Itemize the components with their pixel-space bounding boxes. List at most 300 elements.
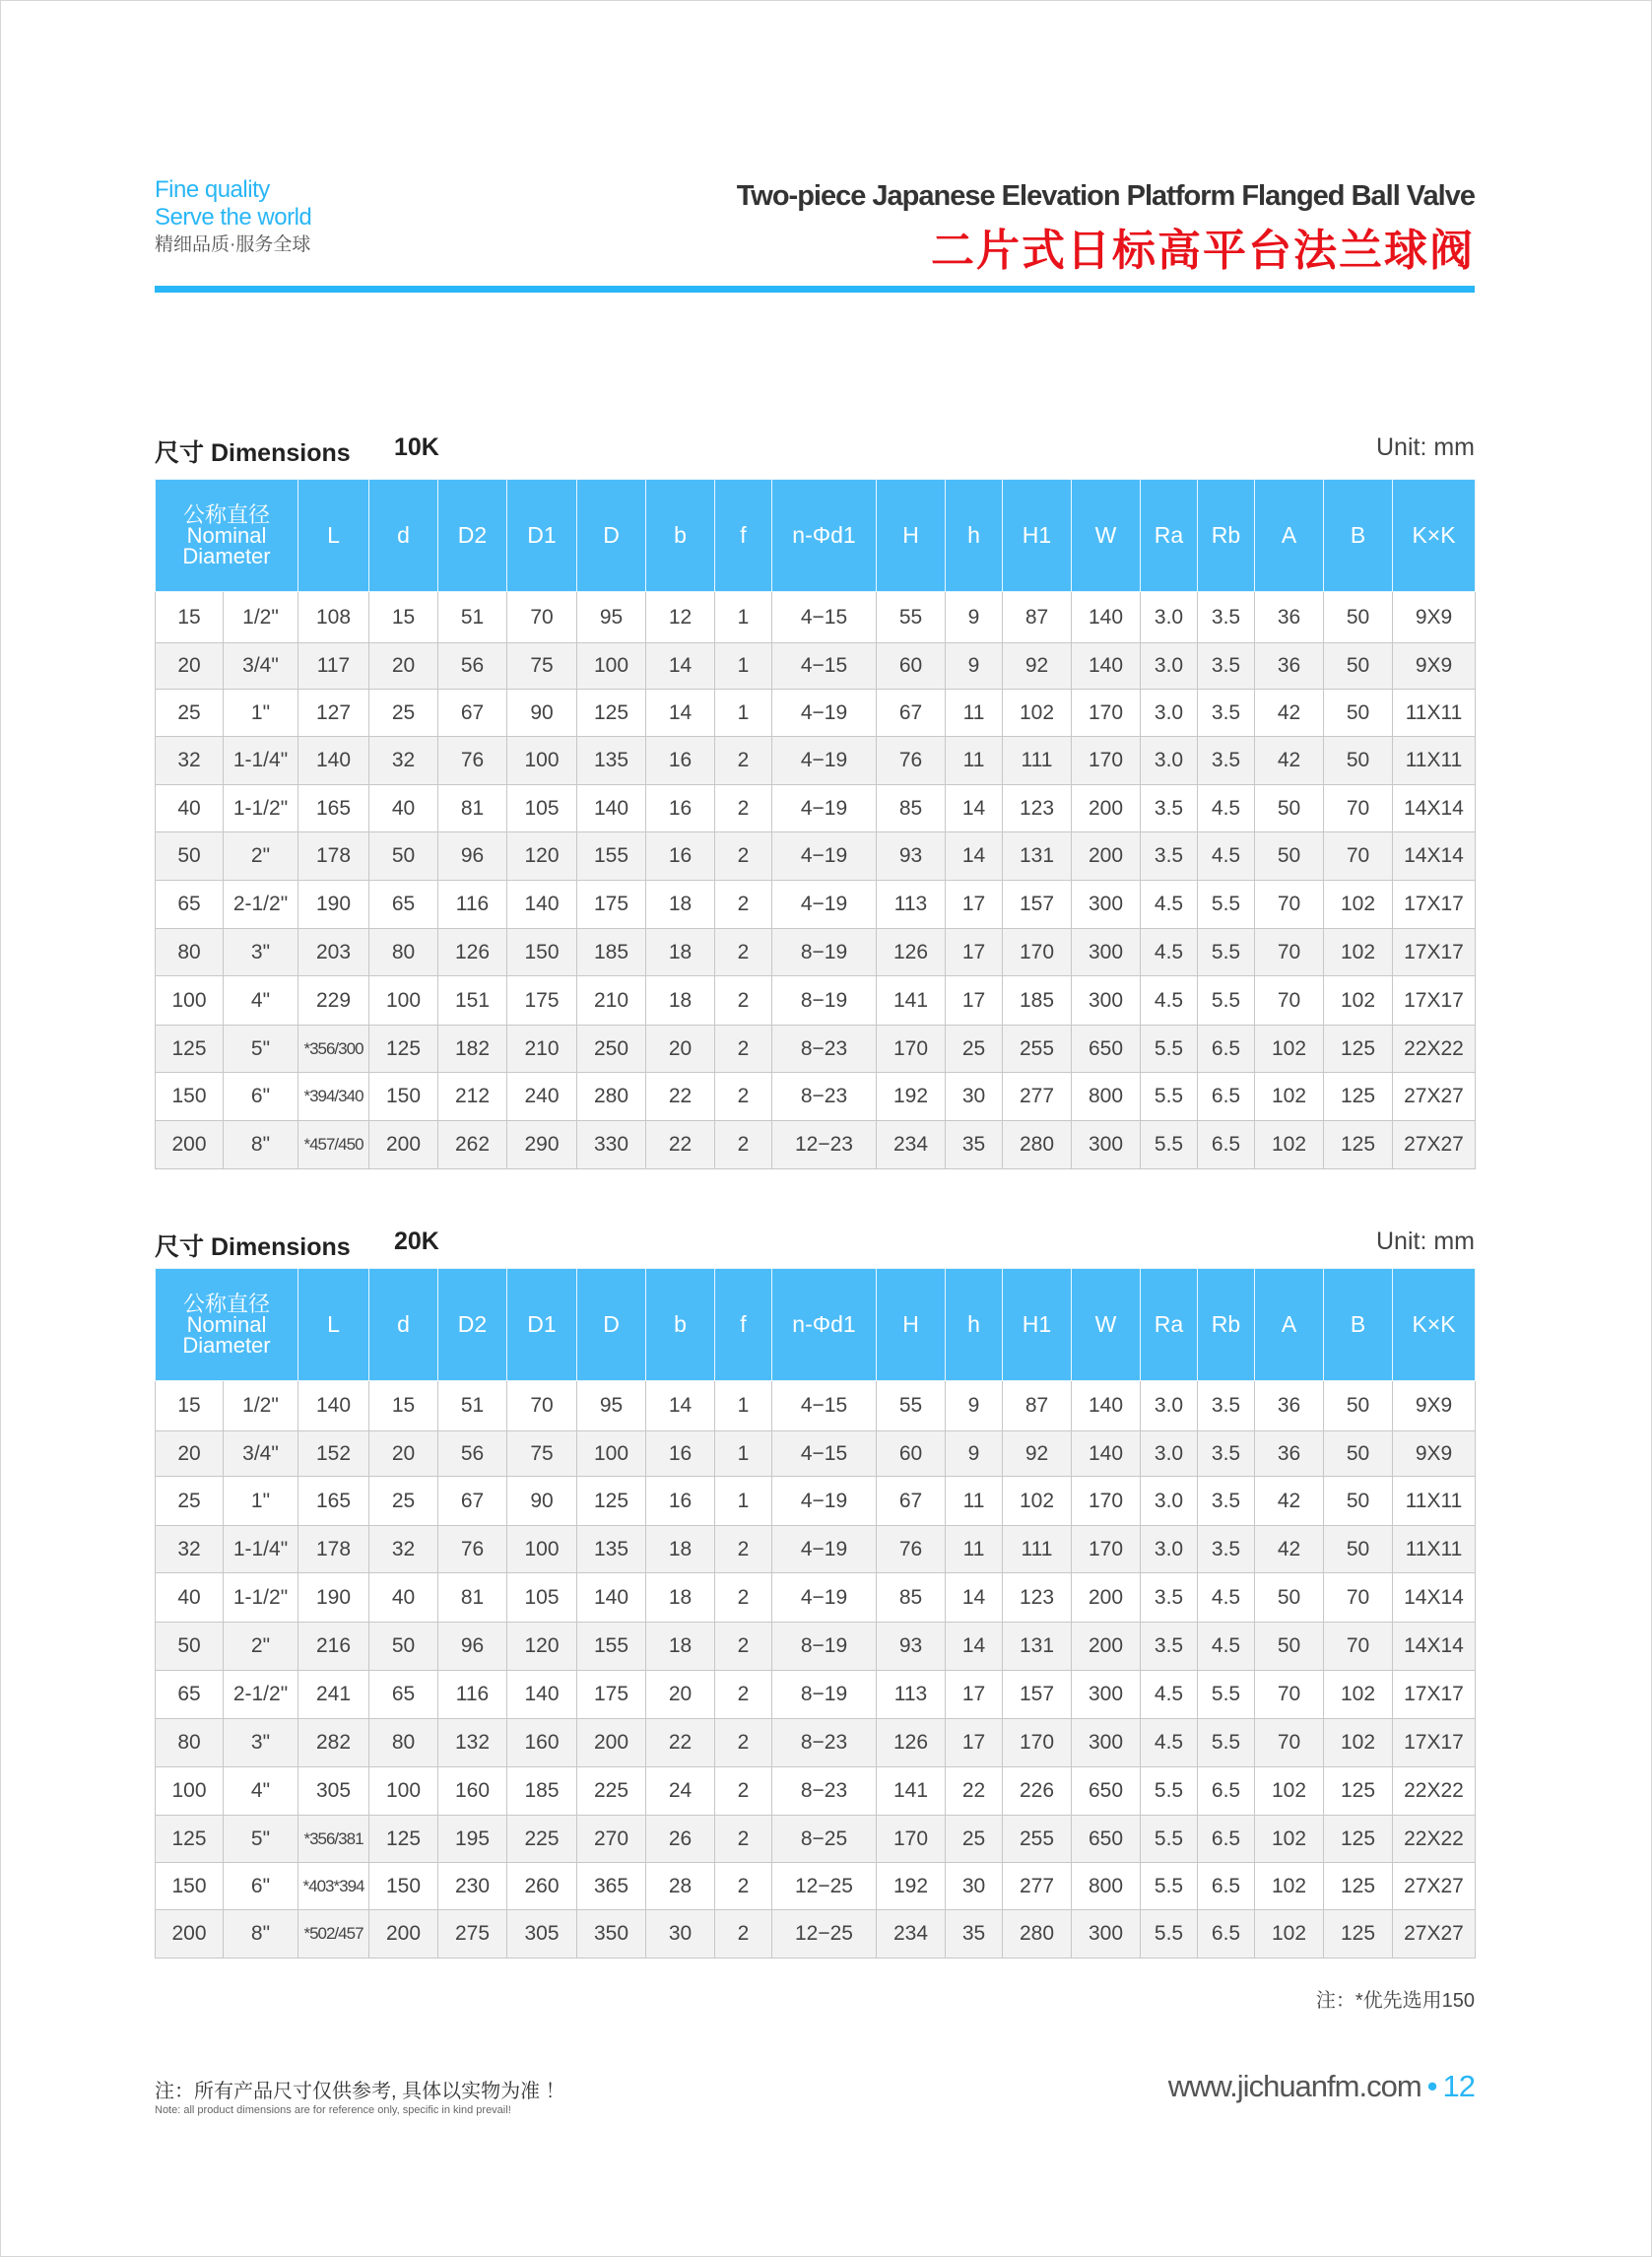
table-row — [156, 690, 1476, 737]
column-header-h: h — [946, 1269, 1003, 1381]
table-cell: 1 — [715, 690, 772, 737]
column-header-D1: D1 — [507, 1269, 577, 1381]
table-row — [156, 785, 1476, 832]
table-cell: 67 — [877, 1477, 946, 1526]
column-header-nominal-diameter: 公称直径 Nominal Diameter — [156, 1269, 298, 1381]
table-cell: 170 — [1072, 690, 1141, 737]
table-cell: 192 — [877, 1073, 946, 1121]
table-cell: 157 — [1003, 881, 1072, 929]
table-cell: 30 — [946, 1863, 1003, 1910]
table-cell: 26 — [646, 1816, 715, 1863]
table-cell: 150 — [156, 1863, 224, 1910]
table-cell: 111 — [1003, 1526, 1072, 1573]
table-cell: 9 — [946, 1431, 1003, 1477]
table-cell: 3.5 — [1198, 1526, 1255, 1573]
table-cell: 14X14 — [1393, 832, 1476, 881]
table-cell: 27X27 — [1393, 1121, 1476, 1169]
table-cell: 155 — [577, 1623, 646, 1671]
table-cell: 2 — [715, 976, 772, 1026]
table-cell: 20 — [156, 643, 224, 690]
table-cell: 8−23 — [772, 1767, 877, 1816]
table-cell: 175 — [507, 976, 577, 1026]
table-cell: 203 — [298, 929, 369, 976]
table-cell: 12−25 — [772, 1863, 877, 1910]
column-header-Ra: Ra — [1141, 480, 1198, 592]
table-cell: *457/450 — [298, 1121, 369, 1169]
table-cell: 30 — [946, 1073, 1003, 1121]
table-row — [156, 592, 1476, 643]
table-cell: 282 — [298, 1719, 369, 1767]
table-cell: 290 — [507, 1121, 577, 1169]
table-cell: 1 — [715, 592, 772, 643]
page-title-en: Two-piece Japanese Elevation Platform Flanged Ball Valve — [736, 180, 1475, 212]
table-cell: 25 — [369, 690, 438, 737]
table-cell: 14 — [946, 785, 1003, 832]
table-cell: 125 — [1324, 1767, 1393, 1816]
table-cell: 9X9 — [1393, 643, 1476, 690]
table-cell: 125 — [577, 1477, 646, 1526]
table-cell: 11X11 — [1393, 1526, 1476, 1573]
column-header-n-phi-d1: n-Φd1 — [772, 480, 877, 592]
table-cell: 102 — [1324, 929, 1393, 976]
page-title-cn: 二片式日标高平台法兰球阀 — [931, 227, 1475, 275]
table-cell: 42 — [1255, 1477, 1324, 1526]
table-cell: 70 — [1255, 976, 1324, 1026]
table-cell: 120 — [507, 1623, 577, 1671]
table-cell: 140 — [1072, 643, 1141, 690]
separator-dot: • — [1426, 2069, 1437, 2103]
table-cell: 117 — [298, 643, 369, 690]
table-cell: 108 — [298, 592, 369, 643]
table-cell: 2 — [715, 1026, 772, 1073]
table-cell: 17 — [946, 976, 1003, 1026]
table-cell: 50 — [1324, 1381, 1393, 1431]
table-cell: 229 — [298, 976, 369, 1026]
table-cell: 4.5 — [1141, 976, 1198, 1026]
table-cell: 800 — [1072, 1073, 1141, 1121]
table-cell: 131 — [1003, 1623, 1072, 1671]
table-cell: 12−25 — [772, 1910, 877, 1958]
table-cell: 65 — [156, 1671, 224, 1719]
table-cell: 3.0 — [1141, 643, 1198, 690]
table-cell: 11X11 — [1393, 737, 1476, 785]
table-cell: 300 — [1072, 1121, 1141, 1169]
table-cell: 305 — [507, 1910, 577, 1958]
table-cell: 125 — [1324, 1910, 1393, 1958]
table-cell: 8" — [224, 1910, 298, 1958]
table-cell: 8−19 — [772, 1623, 877, 1671]
table-cell: 4−19 — [772, 785, 877, 832]
table-cell: 20 — [369, 643, 438, 690]
table-cell: 40 — [369, 1573, 438, 1623]
table-cell: 102 — [1324, 1671, 1393, 1719]
table-cell: 5.5 — [1198, 1671, 1255, 1719]
table-cell: 14 — [646, 1381, 715, 1431]
table-cell: 102 — [1255, 1073, 1324, 1121]
table-cell: 3.5 — [1198, 737, 1255, 785]
table-cell: 102 — [1255, 1863, 1324, 1910]
table-cell: 11 — [946, 690, 1003, 737]
table-cell: *394/340 — [298, 1073, 369, 1121]
table-cell: 80 — [369, 1719, 438, 1767]
table-cell: 2-1/2" — [224, 1671, 298, 1719]
table-cell: 14 — [646, 643, 715, 690]
table-cell: 8−23 — [772, 1073, 877, 1121]
table-cell: 1/2" — [224, 1381, 298, 1431]
table-cell: 102 — [1255, 1026, 1324, 1073]
table-cell: 2 — [715, 1719, 772, 1767]
table-cell: 24 — [646, 1767, 715, 1816]
table-cell: 151 — [438, 976, 507, 1026]
table-row — [156, 1719, 1476, 1767]
dimensions-table-20k — [155, 1268, 1476, 1958]
table-cell: 76 — [877, 1526, 946, 1573]
unit-label: Unit: mm — [1376, 1228, 1475, 1255]
table-cell: 216 — [298, 1623, 369, 1671]
table-cell: 300 — [1072, 881, 1141, 929]
table-cell: 22 — [646, 1121, 715, 1169]
table-cell: *502/457 — [298, 1910, 369, 1958]
table-cell: 75 — [507, 643, 577, 690]
column-header-A: A — [1255, 1269, 1324, 1381]
table-cell: 55 — [877, 1381, 946, 1431]
table-cell: 67 — [877, 690, 946, 737]
column-header-H: H — [877, 1269, 946, 1381]
table-cell: 275 — [438, 1910, 507, 1958]
table-cell: 4−19 — [772, 1573, 877, 1623]
table-cell: 8−19 — [772, 929, 877, 976]
table-cell: 40 — [156, 785, 224, 832]
table-cell: 280 — [577, 1073, 646, 1121]
table-cell: 70 — [1255, 881, 1324, 929]
table-cell: 2 — [715, 737, 772, 785]
table-cell: 1 — [715, 1477, 772, 1526]
table-cell: 140 — [577, 1573, 646, 1623]
table-cell: 100 — [507, 737, 577, 785]
table-cell: 8−19 — [772, 976, 877, 1026]
table-cell: 230 — [438, 1863, 507, 1910]
table-cell: 800 — [1072, 1863, 1141, 1910]
column-header-W: W — [1072, 480, 1141, 592]
table-cell: 4.5 — [1198, 1623, 1255, 1671]
table-cell: 102 — [1255, 1121, 1324, 1169]
table-row — [156, 1910, 1476, 1958]
table-row — [156, 929, 1476, 976]
column-header-n-phi-d1: n-Φd1 — [772, 1269, 877, 1381]
table-cell: 125 — [1324, 1121, 1393, 1169]
table-cell: 81 — [438, 785, 507, 832]
table-cell: 116 — [438, 881, 507, 929]
table-cell: 95 — [577, 1381, 646, 1431]
table-cell: 4−19 — [772, 737, 877, 785]
table-cell: 150 — [369, 1073, 438, 1121]
table-cell: 4.5 — [1141, 929, 1198, 976]
table-cell: 365 — [577, 1863, 646, 1910]
table-cell: 100 — [369, 1767, 438, 1816]
table-cell: 50 — [1324, 1526, 1393, 1573]
table-cell: 175 — [577, 1671, 646, 1719]
table-cell: 200 — [1072, 832, 1141, 881]
table-cell: 50 — [1324, 737, 1393, 785]
table-cell: 150 — [507, 929, 577, 976]
table-cell: 125 — [577, 690, 646, 737]
tagline-cn: 精细品质·服务全球 — [155, 234, 311, 255]
table-cell: 170 — [1003, 929, 1072, 976]
column-header-D2: D2 — [438, 480, 507, 592]
table-cell: 81 — [438, 1573, 507, 1623]
table-cell: 50 — [1255, 1623, 1324, 1671]
table-cell: 650 — [1072, 1767, 1141, 1816]
header-divider — [155, 286, 1475, 293]
tagline — [155, 176, 311, 257]
table-cell: 30 — [646, 1910, 715, 1958]
table-cell: 140 — [507, 1671, 577, 1719]
table-cell: 14 — [646, 690, 715, 737]
unit-label: Unit: mm — [1376, 433, 1475, 461]
table-cell: 185 — [507, 1767, 577, 1816]
table-cell: 1 — [715, 1381, 772, 1431]
table-cell: 17X17 — [1393, 929, 1476, 976]
table-cell: 5.5 — [1198, 929, 1255, 976]
table-cell: 50 — [1255, 832, 1324, 881]
table-cell: 96 — [438, 832, 507, 881]
table-cell: 5.5 — [1198, 1719, 1255, 1767]
table-cell: 4.5 — [1198, 832, 1255, 881]
table-cell: 25 — [156, 1477, 224, 1526]
table-cell: 3.5 — [1198, 1431, 1255, 1477]
table-cell: 350 — [577, 1910, 646, 1958]
table-cell: 18 — [646, 976, 715, 1026]
table-cell: 140 — [1072, 592, 1141, 643]
table-cell: 300 — [1072, 976, 1141, 1026]
table-cell: 2 — [715, 1767, 772, 1816]
table-cell: 22 — [646, 1073, 715, 1121]
table-cell: 141 — [877, 976, 946, 1026]
table-cell: 36 — [1255, 643, 1324, 690]
column-header-H1: H1 — [1003, 1269, 1072, 1381]
table-cell: 4.5 — [1141, 1719, 1198, 1767]
table-cell: 4−15 — [772, 1431, 877, 1477]
table-cell: 125 — [156, 1026, 224, 1073]
table-cell: 4−19 — [772, 1477, 877, 1526]
table-cell: 270 — [577, 1816, 646, 1863]
table-cell: 300 — [1072, 1910, 1141, 1958]
table-cell: 225 — [577, 1767, 646, 1816]
table-cell: 18 — [646, 1526, 715, 1573]
table-cell: 5.5 — [1141, 1910, 1198, 1958]
table-cell: 90 — [507, 1477, 577, 1526]
table-cell: 226 — [1003, 1767, 1072, 1816]
table-cell: 100 — [156, 1767, 224, 1816]
table-cell: 116 — [438, 1671, 507, 1719]
table-cell: 15 — [369, 1381, 438, 1431]
table-cell: 76 — [438, 1526, 507, 1573]
table-cell: 17X17 — [1393, 881, 1476, 929]
table-cell: 50 — [1324, 1431, 1393, 1477]
table-cell: 8−23 — [772, 1026, 877, 1073]
table-cell: 32 — [156, 737, 224, 785]
table-cell: 300 — [1072, 929, 1141, 976]
table-cell: 4−15 — [772, 643, 877, 690]
table-cell: 76 — [877, 737, 946, 785]
table-cell: 300 — [1072, 1671, 1141, 1719]
table-cell: 11X11 — [1393, 1477, 1476, 1526]
table-row — [156, 1431, 1476, 1477]
dimensions-table-10k — [155, 479, 1476, 1169]
table-cell: 170 — [1072, 737, 1141, 785]
table-cell: 3.5 — [1198, 690, 1255, 737]
table-cell: 100 — [577, 643, 646, 690]
table-cell: 182 — [438, 1026, 507, 1073]
table-cell: 126 — [877, 1719, 946, 1767]
table-row — [156, 1526, 1476, 1573]
table-cell: 1 — [715, 643, 772, 690]
table-cell: 96 — [438, 1623, 507, 1671]
table-cell: 5.5 — [1141, 1073, 1198, 1121]
column-header-D2: D2 — [438, 1269, 507, 1381]
tagline-line2: Serve the world — [155, 204, 312, 231]
table-cell: 80 — [156, 1719, 224, 1767]
table-cell: 2 — [715, 929, 772, 976]
table-cell: 4−15 — [772, 1381, 877, 1431]
table-cell: 5.5 — [1141, 1863, 1198, 1910]
table-cell: 100 — [507, 1526, 577, 1573]
table-cell: 4.5 — [1198, 785, 1255, 832]
table-cell: 3.5 — [1198, 643, 1255, 690]
table-cell: 15 — [369, 592, 438, 643]
table-cell: 70 — [507, 592, 577, 643]
table-cell: 113 — [877, 1671, 946, 1719]
table-cell: 135 — [577, 1526, 646, 1573]
table-cell: 1-1/4" — [224, 737, 298, 785]
table-cell: 2 — [715, 1671, 772, 1719]
table-cell: 28 — [646, 1863, 715, 1910]
table-cell: 250 — [577, 1026, 646, 1073]
table-cell: 1 — [715, 1431, 772, 1477]
column-header-f: f — [715, 480, 772, 592]
table-cell: 2 — [715, 1623, 772, 1671]
table-cell: 4.5 — [1141, 881, 1198, 929]
table-cell: 102 — [1324, 881, 1393, 929]
table-cell: 650 — [1072, 1816, 1141, 1863]
column-header-B: B — [1324, 1269, 1393, 1381]
table-row — [156, 1671, 1476, 1719]
table-cell: 14X14 — [1393, 1573, 1476, 1623]
table-cell: 50 — [369, 832, 438, 881]
table-cell: 120 — [507, 832, 577, 881]
table-cell: 5" — [224, 1026, 298, 1073]
table-cell: 3.0 — [1141, 1431, 1198, 1477]
table-cell: 50 — [1324, 690, 1393, 737]
footer-note-en: Note: all product dimensions are for reference only, specific in kind prevail! — [155, 2104, 511, 2116]
section-header-10k — [155, 430, 1475, 465]
table-cell: 6.5 — [1198, 1073, 1255, 1121]
table-cell: 234 — [877, 1910, 946, 1958]
column-header-b: b — [646, 480, 715, 592]
table-cell: 17 — [946, 881, 1003, 929]
table-cell: 126 — [877, 929, 946, 976]
table-cell: 9X9 — [1393, 592, 1476, 643]
column-header-H: H — [877, 480, 946, 592]
table-cell: 50 — [1255, 1573, 1324, 1623]
table-cell: 3.0 — [1141, 737, 1198, 785]
table-cell: 6.5 — [1198, 1910, 1255, 1958]
table-cell: 27X27 — [1393, 1073, 1476, 1121]
table-cell: 20 — [369, 1431, 438, 1477]
table-cell: 27X27 — [1393, 1863, 1476, 1910]
table-cell: 25 — [369, 1477, 438, 1526]
table-cell: 20 — [646, 1671, 715, 1719]
table-cell: 18 — [646, 929, 715, 976]
table-row — [156, 881, 1476, 929]
table-cell: 2 — [715, 785, 772, 832]
table-cell: 50 — [156, 1623, 224, 1671]
table-cell: 20 — [646, 1026, 715, 1073]
table-cell: 51 — [438, 1381, 507, 1431]
table-cell: 3.5 — [1141, 1623, 1198, 1671]
website-link[interactable]: www.jichuanfm.com — [1167, 2069, 1421, 2103]
table-cell: 22X22 — [1393, 1816, 1476, 1863]
table-cell: 2 — [715, 1863, 772, 1910]
table-cell: 255 — [1003, 1816, 1072, 1863]
table-cell: 200 — [156, 1121, 224, 1169]
table-cell: 150 — [369, 1863, 438, 1910]
table-cell: 170 — [1072, 1477, 1141, 1526]
table-cell: 2 — [715, 1121, 772, 1169]
table-cell: 3.0 — [1141, 1381, 1198, 1431]
table-row — [156, 1073, 1476, 1121]
table-cell: 2 — [715, 1573, 772, 1623]
table-cell: 93 — [877, 1623, 946, 1671]
table-cell: 55 — [877, 592, 946, 643]
table-cell: 4−15 — [772, 592, 877, 643]
table-cell: 15 — [156, 592, 224, 643]
table-cell: 260 — [507, 1863, 577, 1910]
table-row — [156, 737, 1476, 785]
table-cell: 76 — [438, 737, 507, 785]
table-cell: 175 — [577, 881, 646, 929]
table-cell: 1/2" — [224, 592, 298, 643]
table-cell: 9 — [946, 643, 1003, 690]
table-cell: 1" — [224, 690, 298, 737]
table-cell: 3/4" — [224, 1431, 298, 1477]
table-cell: 9 — [946, 1381, 1003, 1431]
table-cell: 4" — [224, 1767, 298, 1816]
table-cell: 25 — [946, 1816, 1003, 1863]
table-cell: 87 — [1003, 592, 1072, 643]
table-cell: 6.5 — [1198, 1816, 1255, 1863]
table-cell: 5.5 — [1141, 1767, 1198, 1816]
table-cell: 35 — [946, 1121, 1003, 1169]
table-cell: 17X17 — [1393, 1719, 1476, 1767]
table-cell: 93 — [877, 832, 946, 881]
table-cell: 92 — [1003, 1431, 1072, 1477]
table-cell: 67 — [438, 1477, 507, 1526]
column-header-L: L — [298, 480, 369, 592]
table-cell: 50 — [1324, 643, 1393, 690]
table-cell: 141 — [877, 1767, 946, 1816]
table-cell: 190 — [298, 1573, 369, 1623]
table-cell: 51 — [438, 592, 507, 643]
footer-site — [1168, 2069, 1475, 2104]
table-cell: 16 — [646, 1431, 715, 1477]
table-cell: 105 — [507, 1573, 577, 1623]
column-header-D1: D1 — [507, 480, 577, 592]
table-cell: 27X27 — [1393, 1910, 1476, 1958]
table-cell: 650 — [1072, 1026, 1141, 1073]
table-cell: 87 — [1003, 1381, 1072, 1431]
table-cell: 6" — [224, 1073, 298, 1121]
